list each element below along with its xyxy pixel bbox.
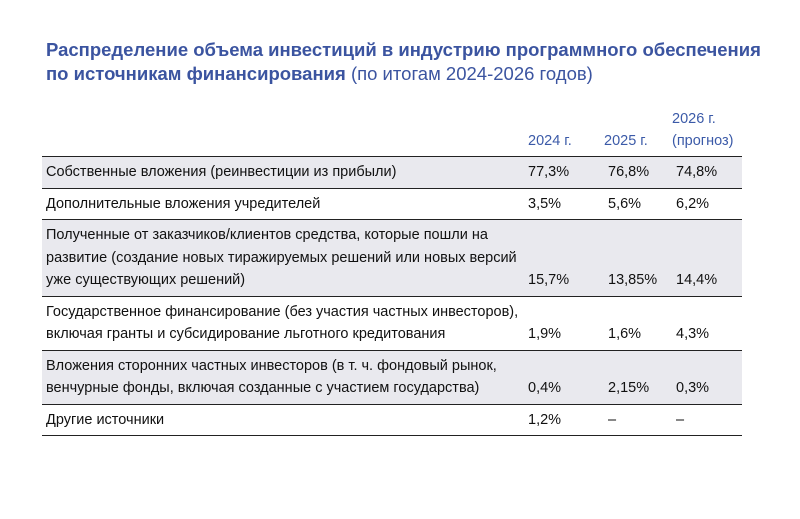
value-2026: 0,3% xyxy=(672,350,742,404)
header-2026 xyxy=(672,108,742,157)
investment-table xyxy=(42,108,742,436)
value-2025: – xyxy=(604,404,672,436)
table-row xyxy=(42,404,742,436)
table-row xyxy=(42,157,742,189)
title-period: (по итогам 2024-2026 годов) xyxy=(350,63,593,84)
value-2024: 77,3% xyxy=(524,157,604,189)
page-title xyxy=(46,38,776,86)
value-2026: 4,3% xyxy=(672,296,742,350)
header-2025: 2025 г. xyxy=(604,108,672,157)
value-2024: 1,9% xyxy=(524,296,604,350)
row-label: Собственные вложения (реинвестиции из прибыли) xyxy=(42,157,524,189)
value-2026: 6,2% xyxy=(672,188,742,220)
row-label: Полученные от заказчиков/клиентов средства, которые пошли на развитие (создание новых тиражируемых решений или новых версий уже существующих решений) xyxy=(42,220,524,297)
header-2024: 2024 г. xyxy=(524,108,604,157)
value-2026: – xyxy=(672,404,742,436)
value-2025: 13,85% xyxy=(604,220,672,297)
table-header-row xyxy=(42,108,742,157)
row-label: Дополнительные вложения учредителей xyxy=(42,188,524,220)
title-bold: Распределение объема инвестиций в индустрию программного обеспечения по источникам финансирования xyxy=(46,39,761,84)
header-2026-note: (прогноз) xyxy=(672,133,734,149)
table-row xyxy=(42,350,742,404)
table-row xyxy=(42,296,742,350)
value-2025: 76,8% xyxy=(604,157,672,189)
value-2026: 14,4% xyxy=(672,220,742,297)
value-2024: 0,4% xyxy=(524,350,604,404)
table-row xyxy=(42,188,742,220)
row-label: Вложения сторонних частных инвесторов (в т. ч. фондовый рынок, венчурные фонды, включая созданные с участием государства) xyxy=(42,350,524,404)
value-2025: 1,6% xyxy=(604,296,672,350)
header-label xyxy=(42,108,524,157)
value-2024: 1,2% xyxy=(524,404,604,436)
header-2026-year: 2026 г. xyxy=(672,111,716,127)
value-2024: 15,7% xyxy=(524,220,604,297)
row-label: Государственное финансирование (без участия частных инвесторов), включая гранты и субсидирование льготного кредитования xyxy=(42,296,524,350)
value-2025: 2,15% xyxy=(604,350,672,404)
table-row xyxy=(42,220,742,297)
value-2026: 74,8% xyxy=(672,157,742,189)
value-2025: 5,6% xyxy=(604,188,672,220)
row-label: Другие источники xyxy=(42,404,524,436)
value-2024: 3,5% xyxy=(524,188,604,220)
